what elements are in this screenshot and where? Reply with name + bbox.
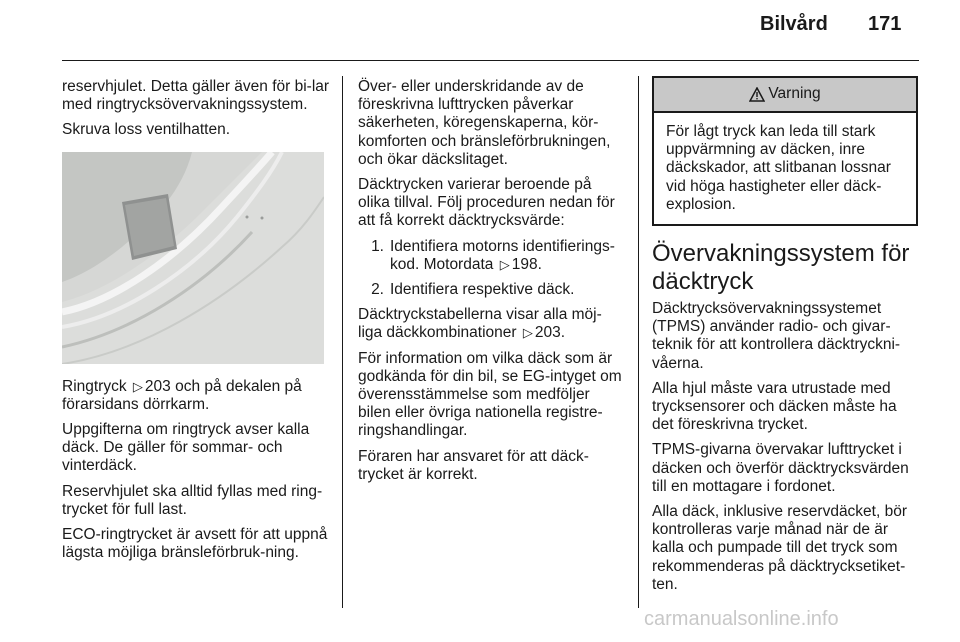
paragraph: Över- eller underskridande av de föreskrivna lufttrycken påverkar säkerheten, köregenskaperna, kör-komforten och bränsleförbrukningen, och ökar däckslitaget.: [358, 78, 611, 168]
door-frame-illustration: [62, 152, 324, 364]
paragraph: Däcktryckstabellerna visar alla möj-liga däckkombinationer ▷ 203.: [358, 306, 602, 342]
paragraph: Skruva loss ventilhatten.: [62, 121, 231, 139]
warning-title: Varning: [768, 85, 821, 103]
page-reference-link[interactable]: 198.: [511, 255, 542, 273]
column-right: [652, 78, 920, 601]
paragraph: ECO-ringtrycket är avsett för att uppnå lägsta möjliga bränsleförbruk-ning.: [62, 526, 328, 562]
section-heading: Övervakningssystem för däcktryck: [652, 240, 910, 296]
column-left: [62, 78, 330, 569]
paragraph: reservhjulet. Detta gäller även för bi-lar med ringtrycksövervakningssystem.: [62, 78, 330, 114]
paragraph: Däcktrycken varierar beroende på olika tillval. Följ proceduren nedan för att få korrekt däcktrycksvärde:: [358, 176, 615, 230]
paragraph: Däcktrycksövervakningssystemet (TPMS) använder radio- och givar-teknik för att kontrollera däcktryckni-våerna.: [652, 300, 901, 372]
page-reference-icon: ▷: [499, 256, 510, 272]
section-title: Bilvård: [760, 13, 828, 35]
page-reference-link[interactable]: 203: [144, 377, 171, 395]
paragraph: Alla hjul måste vara utrustade med trycksensorer och däcken måste ha det föreskrivna trycket.: [652, 379, 897, 434]
watermark: carmanualsonline.info: [644, 608, 839, 630]
procedure-list: [358, 238, 624, 300]
header-divider: [62, 60, 919, 61]
paragraph: Alla däck, inklusive reservdäcket, bör kontrolleras varje månad när de är kalla och pumpade till det tryck som rekommenderas på däcktrycksetiket-ten.: [652, 503, 908, 593]
door-frame-sticker-photo: [62, 152, 324, 364]
list-item: 2. Identifiera respektive däck.: [371, 281, 575, 299]
column-divider-1: [342, 76, 343, 608]
warning-header: [654, 78, 916, 113]
page-number: 171: [868, 13, 902, 35]
paragraph: Reservhjulet ska alltid fyllas med ring-trycket för full last.: [62, 482, 323, 518]
page-reference-icon: ▷: [132, 378, 143, 394]
paragraph: Uppgifterna om ringtryck avser kalla däck. De gäller för sommar- och vinterdäck.: [62, 421, 310, 475]
warning-triangle-icon: [749, 87, 765, 102]
list-item: 1. Identifiera motorns identifierings-kod. Motordata ▷ 198.: [371, 237, 615, 273]
paragraph: TPMS-givarna övervakar lufttrycket i däcken och överför däcktrycksvärden till en mottagare i fordonet.: [652, 441, 909, 495]
column-divider-2: [638, 76, 639, 608]
paragraph: Föraren har ansvaret för att däck-trycket är korrekt.: [358, 447, 589, 483]
paragraph: Ringtryck ▷ 203 och på dekalen på förarsidans dörrkarm.: [62, 377, 302, 413]
paragraph: För information om vilka däck som är godkända för din bil, se EG-intyget om överensstämmelse som medföljer bilen eller övriga nationella registre-ringshandlingar.: [358, 349, 622, 440]
column-middle: [358, 78, 624, 491]
page-reference-link[interactable]: 203.: [534, 324, 566, 342]
page-reference-icon: ▷: [522, 325, 533, 341]
warning-box: [652, 76, 918, 226]
warning-text: För lågt tryck kan leda till stark uppvärmning av däcken, inre däckskador, att slitbanan lossnar vid höga hastigheter eller däck-explosion.: [666, 123, 891, 213]
